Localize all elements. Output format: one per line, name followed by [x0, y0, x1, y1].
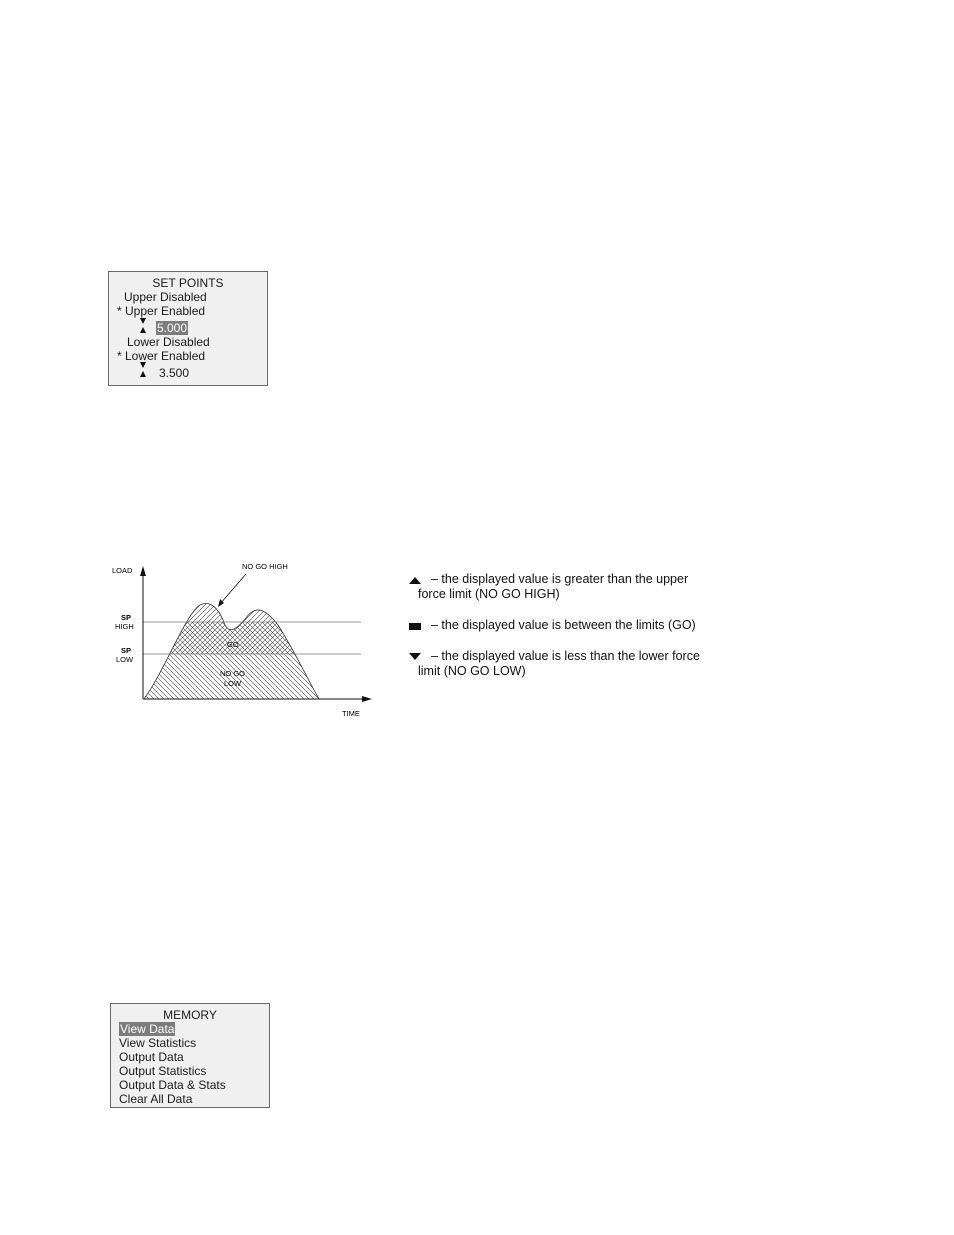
lower-disabled-option[interactable]: Lower Disabled: [127, 335, 210, 349]
sp-high-label: SP: [121, 613, 132, 622]
no-go-high-pointer: [220, 574, 246, 604]
legend-text: limit (NO GO LOW): [418, 664, 526, 678]
menu-item-label: View Data: [120, 1022, 175, 1036]
menu-item-output-statistics[interactable]: Output Statistics: [119, 1064, 207, 1078]
increase-arrow-icon[interactable]: [140, 371, 146, 377]
upper-enabled-option[interactable]: * Upper Enabled: [117, 304, 206, 318]
sp-high-label: HIGH: [115, 622, 134, 631]
x-axis-label: TIME: [342, 709, 360, 718]
setpoints-screen: [108, 271, 268, 386]
menu-item-clear-all-data[interactable]: Clear All Data: [119, 1092, 193, 1106]
load-time-diagram: [110, 560, 380, 725]
no-go-high-label: NO GO HIGH: [242, 562, 288, 571]
menu-item-view-data[interactable]: [119, 1022, 175, 1036]
increase-arrow-icon[interactable]: [140, 327, 146, 333]
upper-disabled-option[interactable]: Upper Disabled: [124, 290, 207, 304]
y-axis-label: LOAD: [112, 566, 133, 575]
legend-text: force limit (NO GO HIGH): [418, 587, 560, 601]
go-label: GO: [227, 640, 239, 649]
memory-screen: [110, 1003, 270, 1108]
legend-text: – the displayed value is greater than the upper: [431, 572, 689, 586]
setpoints-title: SET POINTS: [152, 276, 224, 290]
menu-item-output-data[interactable]: Output Data: [119, 1050, 184, 1064]
sp-low-label: SP: [121, 646, 132, 655]
no-go-low-label: NO GO: [220, 669, 246, 678]
lower-enabled-option[interactable]: * Lower Enabled: [117, 349, 206, 363]
menu-item-view-statistics[interactable]: View Statistics: [119, 1036, 197, 1050]
y-axis-arrow-icon: [140, 566, 146, 576]
menu-item-output-data-stats[interactable]: Output Data & Stats: [119, 1078, 226, 1092]
x-axis-arrow-icon: [362, 696, 372, 702]
lower-value[interactable]: 3.500: [159, 366, 190, 380]
legend-text: – the displayed value is between the limits (GO): [431, 618, 696, 632]
sp-low-label: LOW: [116, 655, 134, 664]
no-go-low-label: LOW: [224, 679, 242, 688]
decrease-arrow-icon[interactable]: [140, 318, 146, 324]
legend-text: – the displayed value is less than the lower force: [431, 649, 700, 663]
upper-value: 5.000: [157, 321, 188, 335]
upper-value-field[interactable]: [156, 321, 188, 335]
memory-title: MEMORY: [163, 1008, 217, 1022]
decrease-arrow-icon[interactable]: [140, 362, 146, 368]
